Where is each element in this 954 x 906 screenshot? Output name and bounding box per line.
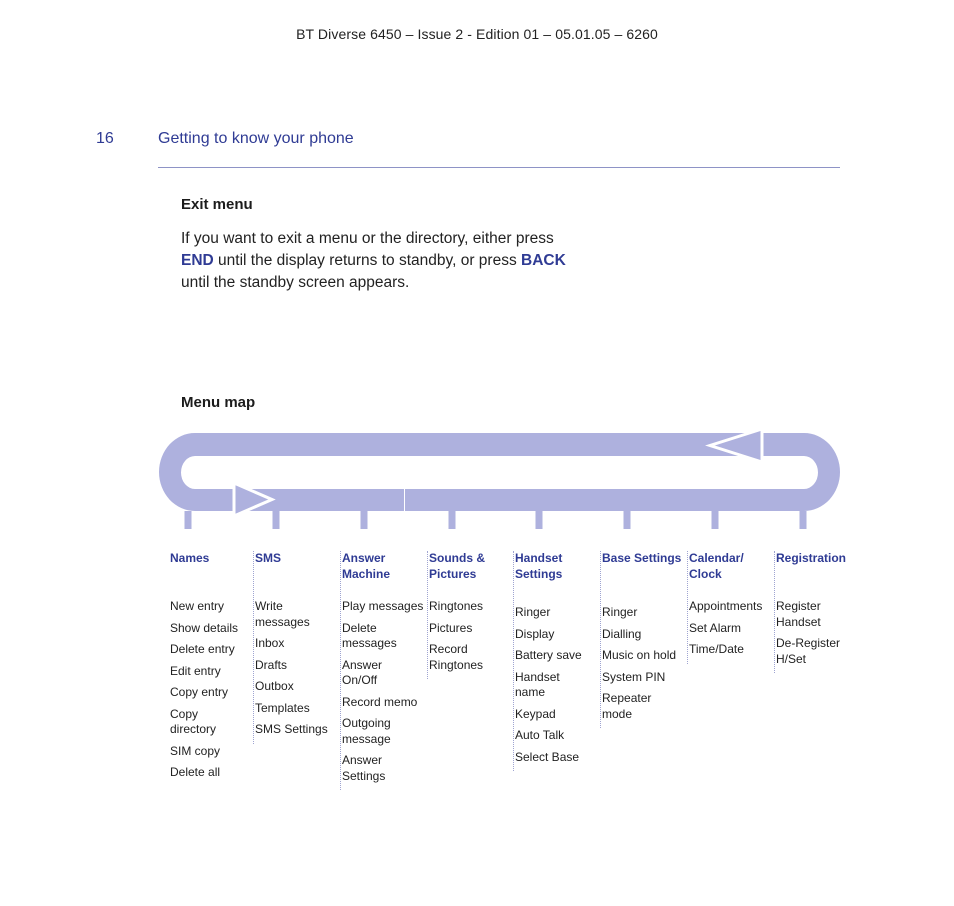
menu-item: Time/Date — [689, 642, 744, 656]
menu-column-title: Answer Machine — [342, 551, 391, 581]
menu-item-list — [776, 599, 846, 667]
menu-item: Show details — [170, 620, 239, 635]
menu-connector-tab — [449, 511, 456, 529]
menu-item: Copy directory — [170, 706, 217, 736]
menu-column — [340, 551, 423, 790]
menu-item-list — [342, 599, 423, 784]
menu-connector-tab — [273, 511, 280, 529]
menu-item: Outgoing message — [342, 716, 391, 746]
menu-column-title: Handset Settings — [515, 551, 563, 581]
menu-item: De-Register H/Set — [776, 636, 841, 666]
menu-map-heading: Menu map — [181, 394, 256, 411]
menu-loop-band — [159, 429, 840, 516]
menu-column — [774, 551, 846, 673]
menu-item: Answer On/Off — [342, 657, 383, 687]
menu-column-title: SMS — [255, 551, 282, 565]
menu-column — [687, 551, 762, 664]
end-key-label: END — [181, 252, 214, 269]
menu-item: Templates — [255, 700, 310, 715]
menu-item: Dialling — [602, 626, 642, 641]
menu-connector-tab — [800, 511, 807, 529]
menu-item: Drafts — [255, 657, 288, 672]
menu-item: Write messages — [255, 599, 310, 629]
menu-item: Copy entry — [170, 685, 229, 699]
menu-connector-tab — [624, 511, 631, 529]
exit-text-2: until the display returns to standby, or press — [213, 252, 522, 269]
menu-item: Edit entry — [170, 663, 221, 678]
menu-item-list — [170, 599, 238, 781]
menu-item: Keypad — [515, 706, 556, 721]
exit-text-3: until the standby screen appears. — [181, 274, 410, 291]
menu-item: Record memo — [342, 694, 418, 709]
menu-item: Delete all — [170, 765, 221, 779]
menu-item: Ringer — [602, 605, 638, 619]
menu-item: Music on hold — [602, 648, 677, 662]
menu-connector-tab — [361, 511, 368, 529]
menu-item: Answer Settings — [342, 753, 386, 783]
menu-item: Display — [515, 626, 555, 641]
document-header: BT Diverse 6450 – Issue 2 - Edition 01 – 05.01.05 – 6260 — [296, 26, 658, 42]
exit-text-1: If you want to exit a menu or the directory, either press — [181, 230, 554, 247]
menu-column — [427, 551, 485, 679]
menu-item: System PIN — [602, 669, 666, 684]
menu-item: Outbox — [255, 679, 294, 693]
menu-column-title: Names — [170, 551, 210, 565]
menu-column-title: Base Settings — [602, 551, 682, 565]
menu-connector-tab — [536, 511, 543, 529]
menu-column — [253, 551, 328, 744]
menu-item-list — [689, 599, 762, 658]
menu-column-title: Sounds & Pictures — [429, 551, 485, 581]
exit-menu-heading: Exit menu — [181, 196, 253, 213]
menu-item: Delete entry — [170, 642, 235, 656]
menu-item: SIM copy — [170, 743, 221, 758]
menu-item: Inbox — [255, 636, 285, 650]
menu-item-list — [515, 605, 582, 765]
menu-column-title: Registration — [776, 551, 847, 565]
menu-item: Delete messages — [342, 620, 397, 650]
menu-column-title: Calendar/ Clock — [689, 551, 744, 581]
menu-item: Handset name — [515, 669, 560, 699]
menu-column — [169, 551, 238, 787]
menu-item: New entry — [170, 599, 225, 613]
menu-item: Auto Talk — [515, 728, 565, 742]
menu-item: Pictures — [429, 620, 473, 635]
section-title: Getting to know your phone — [158, 130, 354, 147]
menu-item: Record Ringtones — [429, 642, 484, 672]
menu-item-list — [602, 605, 681, 722]
menu-item-list — [255, 599, 328, 738]
menu-item: SMS Settings — [255, 722, 328, 736]
menu-connector-tab — [185, 511, 192, 529]
menu-column — [513, 551, 582, 771]
menu-item: Select Base — [515, 749, 580, 764]
menu-item: Appointments — [689, 599, 763, 613]
menu-item: Ringtones — [429, 599, 484, 613]
menu-item: Battery save — [515, 648, 582, 662]
menu-connector-tab — [712, 511, 719, 529]
menu-item: Ringer — [515, 605, 551, 619]
menu-item: Register Handset — [776, 599, 821, 629]
menu-column — [600, 551, 681, 728]
right-arrow-icon — [234, 483, 272, 516]
menu-item: Play messages — [342, 599, 424, 613]
menu-item-list — [429, 599, 485, 673]
back-key-label: BACK — [521, 252, 566, 269]
page-number: 16 — [96, 130, 114, 147]
menu-item: Set Alarm — [689, 620, 742, 635]
menu-item: Repeater mode — [602, 691, 652, 721]
